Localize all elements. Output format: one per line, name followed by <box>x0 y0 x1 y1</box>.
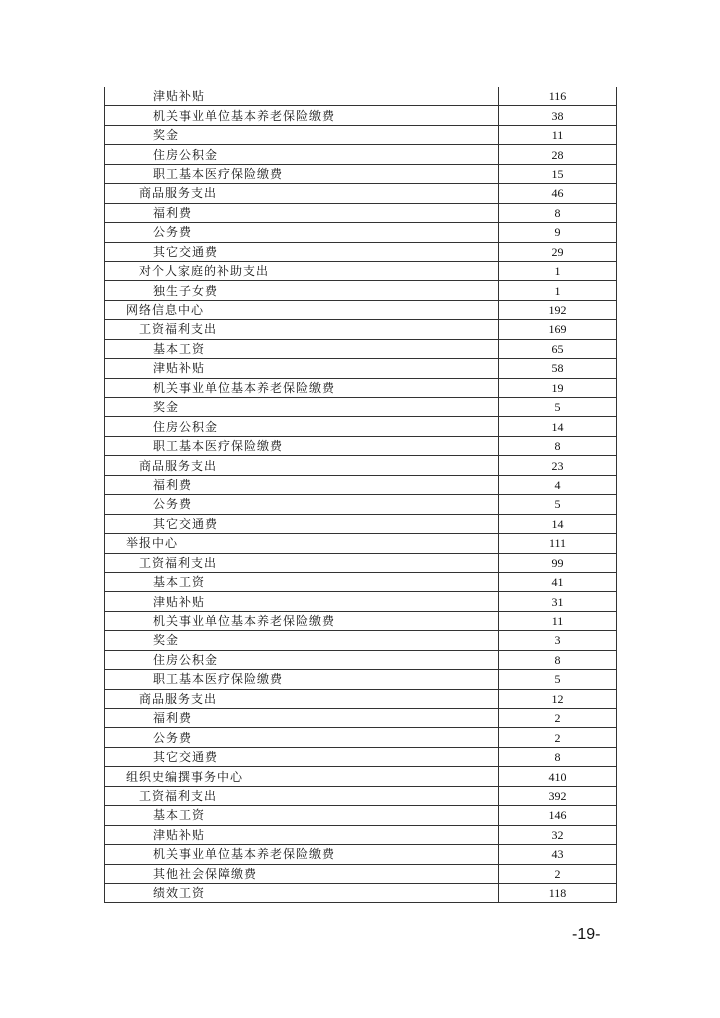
item-amount-cell: 8 <box>499 650 617 669</box>
item-amount-cell: 8 <box>499 747 617 766</box>
table-row <box>105 650 617 669</box>
table-row <box>105 417 617 436</box>
item-name-cell: 职工基本医疗保险缴费 <box>105 670 499 689</box>
table-row <box>105 572 617 591</box>
item-amount-cell: 2 <box>499 864 617 883</box>
item-amount-cell: 11 <box>499 611 617 630</box>
item-amount-cell: 169 <box>499 320 617 339</box>
item-amount-cell: 11 <box>499 125 617 144</box>
item-amount-cell: 2 <box>499 728 617 747</box>
table-row <box>105 689 617 708</box>
item-name-cell: 福利费 <box>105 709 499 728</box>
item-name-cell: 绩效工资 <box>105 883 499 902</box>
item-name-cell: 基本工资 <box>105 806 499 825</box>
item-name-cell: 商品服务支出 <box>105 184 499 203</box>
item-name-cell: 其它交通费 <box>105 747 499 766</box>
table-row <box>105 339 617 358</box>
table-row <box>105 359 617 378</box>
item-name-cell: 津贴补贴 <box>105 359 499 378</box>
item-name-cell: 其它交通费 <box>105 242 499 261</box>
item-name-cell: 其他社会保障缴费 <box>105 864 499 883</box>
table-row <box>105 223 617 242</box>
item-name-cell: 基本工资 <box>105 572 499 591</box>
item-name-cell: 奖金 <box>105 398 499 417</box>
item-name-cell: 机关事业单位基本养老保险缴费 <box>105 845 499 864</box>
table-row <box>105 786 617 805</box>
item-amount-cell: 32 <box>499 825 617 844</box>
table-row <box>105 825 617 844</box>
item-amount-cell: 410 <box>499 767 617 786</box>
table-row <box>105 514 617 533</box>
item-amount-cell: 1 <box>499 281 617 300</box>
item-name-cell: 工资福利支出 <box>105 320 499 339</box>
item-name-cell: 津贴补贴 <box>105 87 499 106</box>
table-row <box>105 145 617 164</box>
item-amount-cell: 4 <box>499 475 617 494</box>
item-name-cell: 对个人家庭的补助支出 <box>105 261 499 280</box>
item-name-cell: 福利费 <box>105 203 499 222</box>
item-amount-cell: 65 <box>499 339 617 358</box>
item-name-cell: 机关事业单位基本养老保险缴费 <box>105 611 499 630</box>
item-amount-cell: 118 <box>499 883 617 902</box>
table-row <box>105 261 617 280</box>
item-amount-cell: 38 <box>499 106 617 125</box>
item-name-cell: 公务费 <box>105 223 499 242</box>
item-name-cell: 机关事业单位基本养老保险缴费 <box>105 378 499 397</box>
item-amount-cell: 8 <box>499 436 617 455</box>
item-name-cell: 公务费 <box>105 728 499 747</box>
table-row <box>105 164 617 183</box>
table-row <box>105 767 617 786</box>
item-name-cell: 奖金 <box>105 631 499 650</box>
budget-table <box>104 87 617 903</box>
table-row <box>105 845 617 864</box>
item-name-cell: 独生子女费 <box>105 281 499 300</box>
table-row <box>105 806 617 825</box>
table-row <box>105 242 617 261</box>
item-amount-cell: 116 <box>499 87 617 106</box>
item-amount-cell: 46 <box>499 184 617 203</box>
table-row <box>105 203 617 222</box>
table-row <box>105 436 617 455</box>
item-name-cell: 住房公积金 <box>105 145 499 164</box>
item-name-cell: 网络信息中心 <box>105 300 499 319</box>
table-row <box>105 281 617 300</box>
table-row <box>105 184 617 203</box>
item-name-cell: 公务费 <box>105 495 499 514</box>
table-row <box>105 611 617 630</box>
item-amount-cell: 9 <box>499 223 617 242</box>
item-amount-cell: 5 <box>499 495 617 514</box>
item-amount-cell: 146 <box>499 806 617 825</box>
table-row <box>105 378 617 397</box>
item-amount-cell: 1 <box>499 261 617 280</box>
item-amount-cell: 31 <box>499 592 617 611</box>
item-name-cell: 其它交通费 <box>105 514 499 533</box>
table-row <box>105 87 617 106</box>
table-row <box>105 883 617 902</box>
item-name-cell: 福利费 <box>105 475 499 494</box>
item-amount-cell: 3 <box>499 631 617 650</box>
item-name-cell: 住房公积金 <box>105 650 499 669</box>
table-row <box>105 320 617 339</box>
item-amount-cell: 29 <box>499 242 617 261</box>
table-row <box>105 747 617 766</box>
item-name-cell: 住房公积金 <box>105 417 499 436</box>
item-amount-cell: 28 <box>499 145 617 164</box>
table-body <box>105 87 617 903</box>
table-row <box>105 534 617 553</box>
item-amount-cell: 111 <box>499 534 617 553</box>
item-amount-cell: 14 <box>499 417 617 436</box>
table-row <box>105 398 617 417</box>
item-name-cell: 商品服务支出 <box>105 689 499 708</box>
item-name-cell: 工资福利支出 <box>105 786 499 805</box>
table-row <box>105 592 617 611</box>
table-row <box>105 495 617 514</box>
item-amount-cell: 12 <box>499 689 617 708</box>
table-row <box>105 631 617 650</box>
item-amount-cell: 23 <box>499 456 617 475</box>
table-row <box>105 553 617 572</box>
table-row <box>105 670 617 689</box>
item-name-cell: 工资福利支出 <box>105 553 499 572</box>
item-amount-cell: 15 <box>499 164 617 183</box>
item-amount-cell: 43 <box>499 845 617 864</box>
item-amount-cell: 2 <box>499 709 617 728</box>
item-name-cell: 津贴补贴 <box>105 592 499 611</box>
table-row <box>105 864 617 883</box>
table-row <box>105 709 617 728</box>
item-name-cell: 奖金 <box>105 125 499 144</box>
table-row <box>105 106 617 125</box>
item-amount-cell: 58 <box>499 359 617 378</box>
item-name-cell: 组织史编撰事务中心 <box>105 767 499 786</box>
item-name-cell: 机关事业单位基本养老保险缴费 <box>105 106 499 125</box>
item-name-cell: 举报中心 <box>105 534 499 553</box>
table-row <box>105 728 617 747</box>
item-name-cell: 津贴补贴 <box>105 825 499 844</box>
item-amount-cell: 8 <box>499 203 617 222</box>
table-row <box>105 475 617 494</box>
item-amount-cell: 392 <box>499 786 617 805</box>
page-number: -19- <box>572 926 601 943</box>
item-amount-cell: 19 <box>499 378 617 397</box>
table-row <box>105 125 617 144</box>
item-name-cell: 职工基本医疗保险缴费 <box>105 436 499 455</box>
item-name-cell: 职工基本医疗保险缴费 <box>105 164 499 183</box>
item-amount-cell: 14 <box>499 514 617 533</box>
table-row <box>105 300 617 319</box>
item-amount-cell: 99 <box>499 553 617 572</box>
item-name-cell: 商品服务支出 <box>105 456 499 475</box>
item-amount-cell: 5 <box>499 398 617 417</box>
item-amount-cell: 192 <box>499 300 617 319</box>
item-amount-cell: 5 <box>499 670 617 689</box>
item-amount-cell: 41 <box>499 572 617 591</box>
item-name-cell: 基本工资 <box>105 339 499 358</box>
table-row <box>105 456 617 475</box>
